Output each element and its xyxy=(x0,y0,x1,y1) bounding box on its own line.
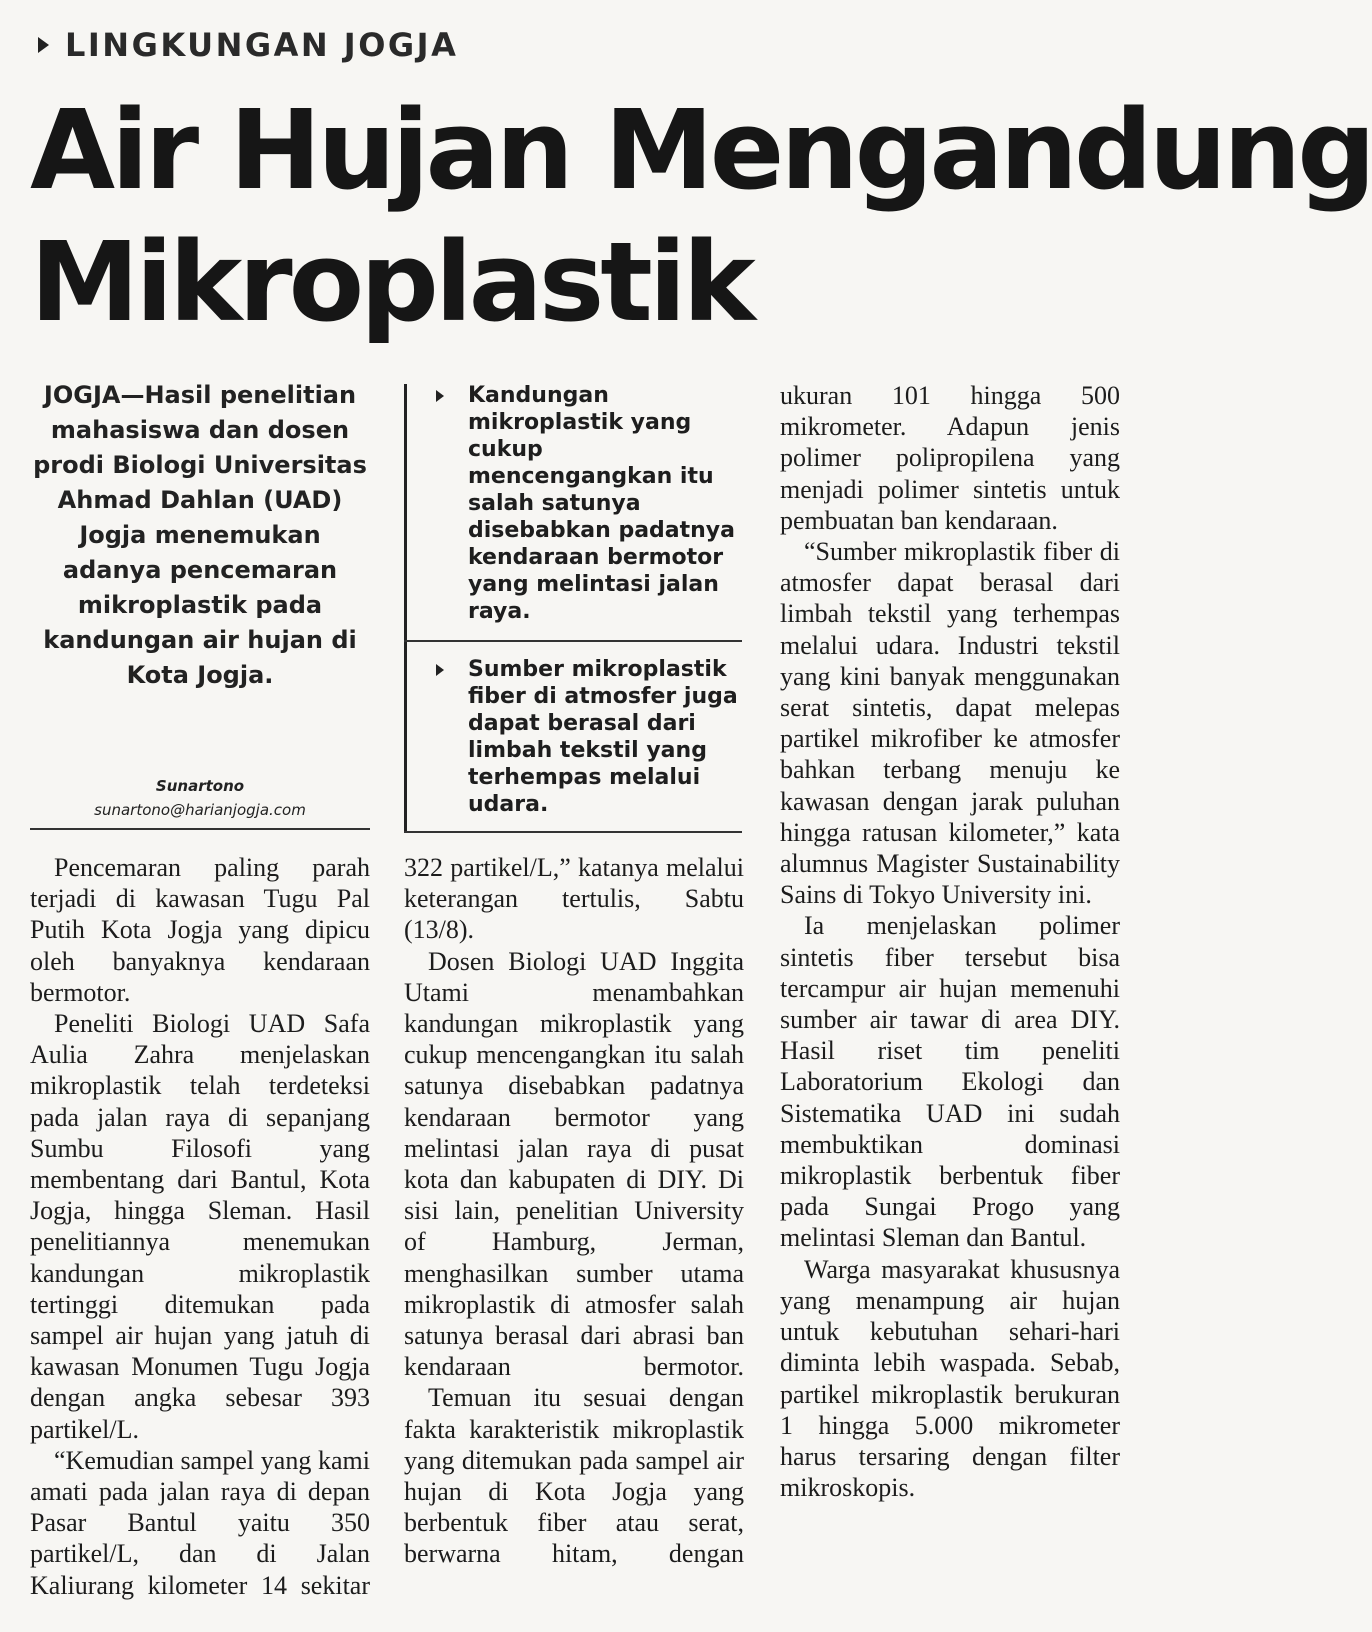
body-paragraph: Ia menjelaskan polimer sintetis fiber tersebut bisa tercampur air hujan memenuhi sumber air tawar di area DIY. Hasil riset tim peneliti Laboratorium Ekologi dan Sistematika UAD ini sudah membuktikan dominasi mikroplastik berbentuk fiber pada Sungai Progo yang melintasi Sleman dan Bantul. xyxy=(780,911,1120,1253)
body-paragraph: “Sumber mikroplastik fiber di atmosfer dapat berasal dari limbah tekstil yang terhempas melalui udara. Industri tekstil yang kini banyak menggunakan serat sintetis, dapat melepas partikel mikrofiber ke atmosfer bahkan terbang menuju ke kawasan dengan jarak puluhan hingga ratusan kilometer,” kata alumnus Magister Sustainability Sains di Tokyo University ini. xyxy=(780,537,1120,910)
body-column-1 xyxy=(30,852,370,1601)
body-paragraph: ukuran 101 hingga 500 mikrometer. Adapun jenis polimer polipropilena yang menjadi polimer sintetis untuk pembuatan ban kendaraan. xyxy=(780,381,1120,535)
highlight-quote-1 xyxy=(412,382,742,625)
highlight-bottom-rule xyxy=(404,831,742,833)
highlight-text-1: Kandungan mikroplastik yang cukup mencengangkan itu salah satunya disebabkan padatnya kendaraan bermotor yang melintasi jalan raya. xyxy=(468,383,735,624)
headline-line-2: Mikroplastik xyxy=(30,218,752,346)
headline xyxy=(30,84,1372,348)
lead-paragraph: JOGJA—Hasil penelitian mahasiswa dan dosen prodi Biologi Universitas Ahmad Dahlan (UAD) Jogja menemukan adanya pencemaran mikroplastik pada kandungan air hujan di Kota Jogja. xyxy=(33,381,367,689)
highlight-text-2: Sumber mikroplastik fiber di atmosfer juga dapat berasal dari limbah tekstil yang terhempas melalui udara. xyxy=(468,657,738,817)
body-paragraph: “Kemudian sampel yang kami amati pada jalan raya di depan Pasar Bantul yaitu 350 partikel/L, dan di Jalan Kaliurang kilometer 14 sekitar xyxy=(30,1445,370,1600)
body-column-2 xyxy=(404,852,744,1570)
triangle-bullet-icon xyxy=(436,664,444,676)
body-paragraph: Dosen Biologi UAD Inggita Utami menambahkan kandungan mikroplastik yang cukup mencengangkan itu salah satunya disebabkan padatnya kendaraan bermotor yang melintasi jalan raya di pusat kota dan kabupaten di DIY. Di sisi lain, penelitian University of Hamburg, Jerman, menghasilkan sumber utama mikroplastik di atmosfer salah satunya berasal dari abrasi ban kendaraan bermotor. xyxy=(404,946,744,1382)
body-paragraph: Temuan itu sesuai dengan fakta karakteristik mikroplastik yang ditemukan pada sampel air hujan di Kota Jogja yang berbentuk fiber atau serat, berwarna hitam, dengan xyxy=(404,1383,744,1569)
headline-line-1: Air Hujan Mengandung xyxy=(30,86,1372,214)
byline xyxy=(30,774,370,822)
highlight-box-rule xyxy=(404,384,407,832)
rubric-label: LINGKUNGAN JOGJA xyxy=(65,26,459,64)
byline-email: sunartono@harianjogja.com xyxy=(94,801,306,819)
body-column-3 xyxy=(780,380,1120,1503)
section-rubric xyxy=(38,22,458,68)
body-paragraph: Peneliti Biologi UAD Safa Aulia Zahra menjelaskan mikroplastik telah terdeteksi pada jalan raya di sepanjang Sumbu Filosofi yang membentang dari Bantul, Kota Jogja, hingga Sleman. Hasil penelitiannya menemukan kandungan mikroplastik tertinggi ditemukan pada sampel air hujan yang jatuh di kawasan Monumen Tugu Jogja dengan angka sebesar 393 partikel/L. xyxy=(30,1009,370,1444)
highlight-quote-2 xyxy=(412,656,742,818)
highlight-divider xyxy=(404,640,742,642)
body-paragraph: 322 partikel/L,” katanya melalui keterangan tertulis, Sabtu (13/8). xyxy=(404,853,744,945)
triangle-bullet-icon xyxy=(38,37,49,53)
lead-divider xyxy=(30,828,370,830)
body-paragraph: Warga masyarakat khususnya yang menampung air hujan untuk kebutuhan sehari-hari diminta lebih waspada. Sebab, partikel mikroplastik berukuran 1 hingga 5.000 mikrometer harus tersaring dengan filter mikroskopis. xyxy=(780,1254,1120,1503)
byline-author: Sunartono xyxy=(155,777,245,795)
body-paragraph: Pencemaran paling parah terjadi di kawasan Tugu Pal Putih Kota Jogja yang dipicu oleh banyaknya kendaraan bermotor. xyxy=(30,853,370,1007)
triangle-bullet-icon xyxy=(436,390,444,402)
